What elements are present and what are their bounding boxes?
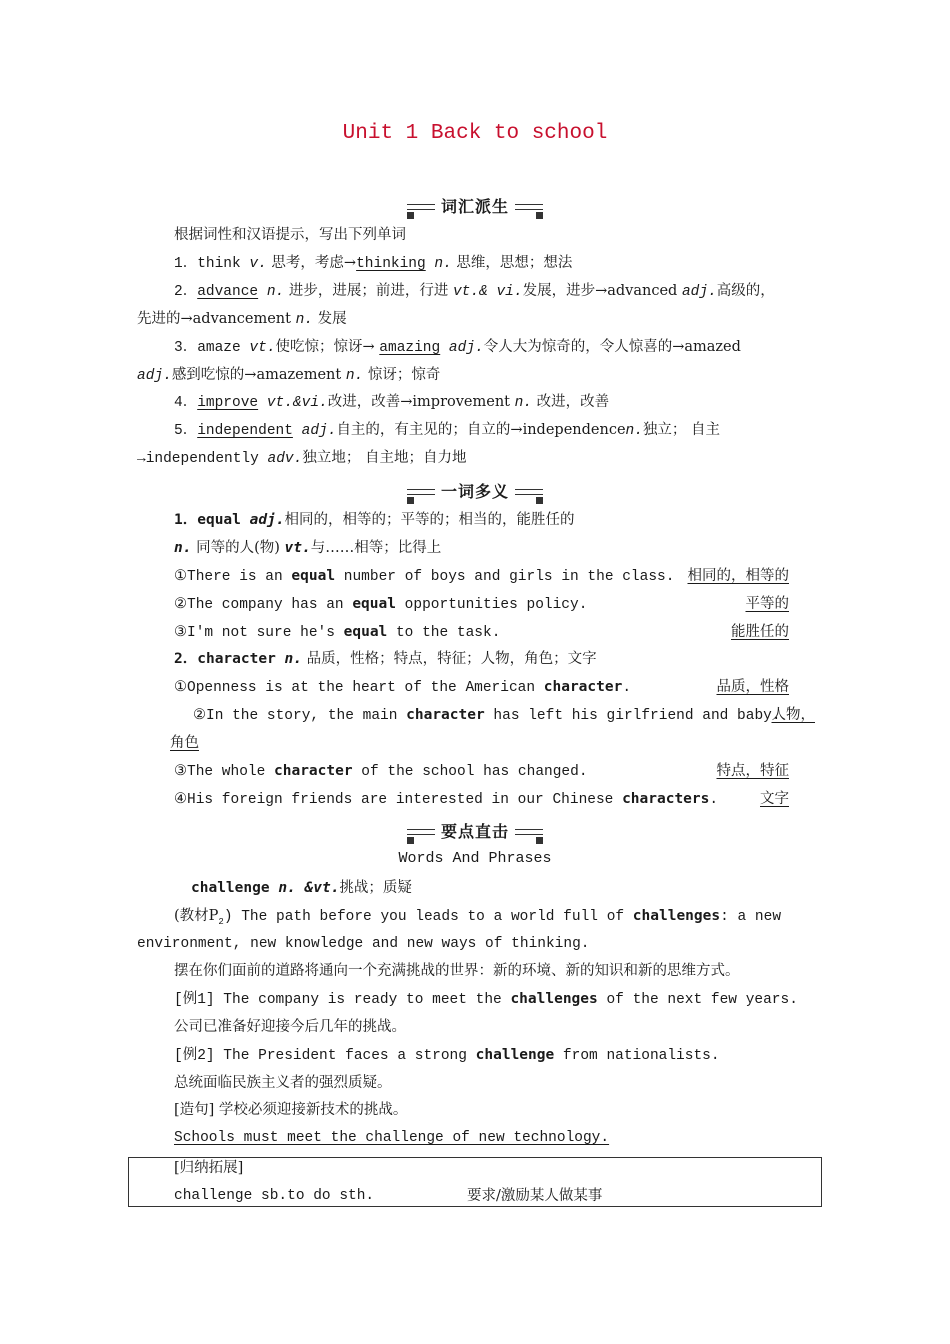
section-header-key-points <box>0 819 950 841</box>
make-sentence-prompt: [造句] 学校必须迎接新技术的挑战。 <box>174 1102 408 1118</box>
answer-blank: thinking <box>356 256 426 272</box>
summary-title: [归纳拓展] <box>174 1160 244 1176</box>
answer-blank: 人物， <box>771 707 815 723</box>
example-1: [例1] The company is ready to meet the challenges of the next few years. <box>174 991 798 1008</box>
answer-blank: amazing <box>379 340 441 356</box>
poly-example-7: ④His foreign friends are interested in our Chinese characters. 文字 <box>174 791 789 808</box>
answer-blank: advance <box>197 284 259 300</box>
example-2: [例2] The President faces a strong challenge from nationalists. <box>174 1047 720 1064</box>
vocab-item-1: 1．think v. 思考，考虑→thinking n. 思维，思想；想法 <box>174 255 573 272</box>
unit-title: Unit 1 Back to school <box>342 122 608 145</box>
poly-example-1: ①There is an equal number of boys and girls in the class. 相同的，相等的 <box>174 568 789 585</box>
answer-blank: 品质，性格 <box>716 679 789 695</box>
vocab-item-5-cont: →independently adv.独立地； 自主地；自力地 <box>137 450 467 467</box>
vocab-item-3: 3．amaze vt.使吃惊；惊讶→ amazing adj.令人大为惊奇的，令人惊喜的→amazed <box>174 339 741 356</box>
section-header-vocab-derivation <box>0 194 950 216</box>
vocab-item-2-cont: 先进的→advancement n. 发展 <box>137 311 347 328</box>
example-1-translation: 公司已准备好迎接今后几年的挑战。 <box>174 1019 406 1035</box>
poly-example-2: ②The company has an equal opportunities policy. 平等的 <box>174 596 789 613</box>
section-header-polysemy <box>0 479 950 501</box>
poly-example-5-cont <box>170 733 860 754</box>
poly-example-5: ②In the story, the main character has left his girlfriend and baby. 人物， <box>193 707 815 724</box>
poly-item-1-cont: n. 同等的人(物) vt.与……相等；比得上 <box>174 540 442 556</box>
answer-blank: 相同的，相等的 <box>687 568 789 584</box>
poly-example-6: ③The whole character of the school has changed. 特点，特征 <box>174 763 789 780</box>
words-phrases-heading: Words And Phrases <box>398 850 552 867</box>
vocab-intro: 根据词性和汉语提示，写出下列单词 <box>174 227 406 243</box>
answer-blank: 特点，特征 <box>716 763 789 779</box>
answer-blank: independent <box>197 423 293 439</box>
example-2-translation: 总统面临民族主义者的强烈质疑。 <box>174 1075 392 1091</box>
poly-item-1: 1．equal adj.相同的，相等的；平等的；相当的，能胜任的 <box>174 512 575 528</box>
keyword-entry: challenge n. &vt.挑战；质疑 <box>191 880 412 896</box>
poly-example-3: ③I'm not sure he's equal to the task. 能胜任的 <box>174 624 789 641</box>
section-label: 要点直击 <box>435 822 515 841</box>
answer-blank: 角色 <box>170 735 199 751</box>
poly-item-2: 2．character n. 品质，性格；特点，特征；人物，角色；文字 <box>174 651 597 667</box>
answer-blank: 文字 <box>760 791 789 807</box>
answer-blank: 能胜任的 <box>731 624 789 640</box>
vocab-item-4: 4．improve vt.&vi.改进，改善→improvement n. 改进，改善 <box>174 394 610 411</box>
answer-blank: 平等的 <box>745 596 789 612</box>
section-label: 词汇派生 <box>435 197 515 216</box>
vocab-item-5: 5．independent adj.自主的，有主见的；自立的→independencen.独立； 自主 <box>174 422 721 439</box>
poly-example-4: ①Openness is at the heart of the American character. 品质，性格 <box>174 679 789 696</box>
vocab-item-3-cont: adj.感到吃惊的→amazement n. 惊讶；惊奇 <box>137 367 441 384</box>
textbook-quote-cont: environment, new knowledge and new ways of thinking. <box>137 936 590 952</box>
answer-blank: improve <box>197 395 259 411</box>
textbook-quote-translation: 摆在你们面前的道路将通向一个充满挑战的世界：新的环境、新的知识和新的思维方式。 <box>174 963 740 979</box>
section-label: 一词多义 <box>435 482 515 501</box>
summary-meaning: 要求/激励某人做某事 <box>467 1188 603 1204</box>
make-sentence-answer: Schools must meet the challenge of new technology. <box>174 1130 610 1146</box>
summary-phrase: challenge sb.to do sth. 要求/激励某人做某事 <box>174 1188 603 1204</box>
vocab-item-2: 2．advance n. 进步，进展；前进，行进 vt.& vi.发展，进步→advanced adj.高级的， <box>174 283 775 300</box>
textbook-quote: (教材$P_2$) The path before you leads to a world full of challenges: a new <box>174 908 782 927</box>
